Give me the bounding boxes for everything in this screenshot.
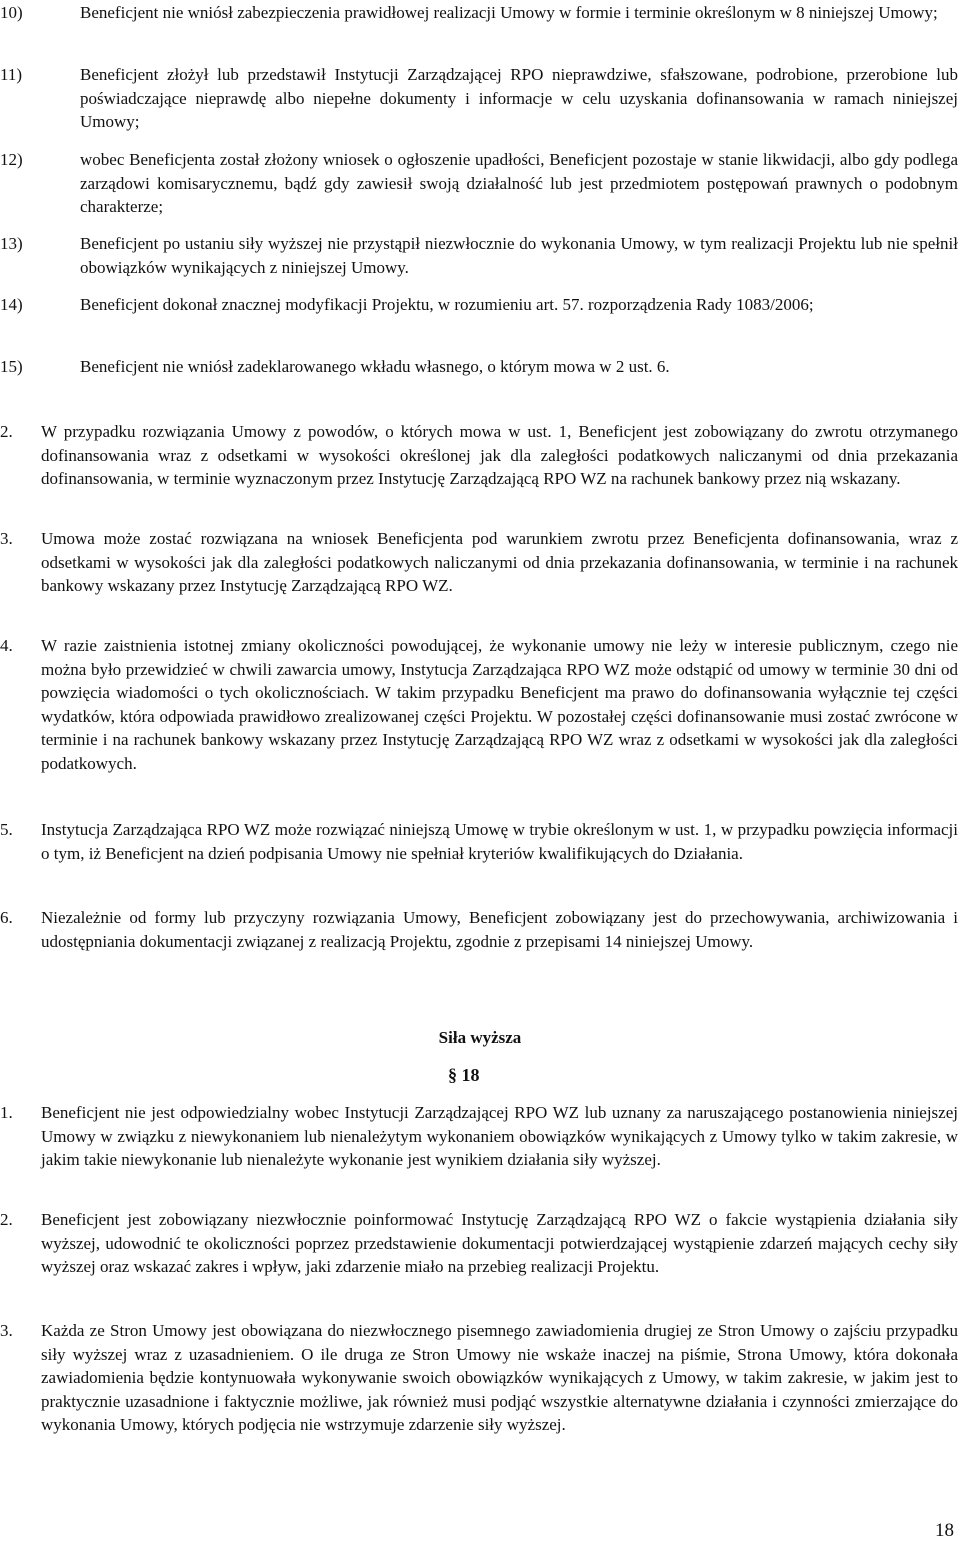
paragraph-text: W przypadku rozwiązania Umowy z powodów, o których mowa w ust. 1, Beneficjent jest zobowiązany do zwrotu otrzymanego dofinansowania wraz z odsetkami w wysokości określonej jak dla zaległości podatkowych naliczanymi od dnia przekazania dofinansowania, w terminie wyznaczonym przez Instytucję Zarządzającą RPO WZ na rachunek bankowy przez nią wskazany. <box>41 422 958 488</box>
paragraph-text: W razie zaistnienia istotnej zmiany okoliczności powodującej, że wykonanie umowy nie leży w interesie publicznym, czego nie można było przewidzieć w chwili zawarcia umowy, Instytucja Zarządzająca RPO WZ może odstąpić od umowy w terminie 30 dni od powzięcia wiadomości o tych okolicznościach. W takim przypadku Beneficjent ma prawo do dofinansowania wyłącznie tej części wydatków, która odpowiada prawidłowo zrealizowanej części Projektu. W pozostałej części dofinansowanie musi zostać zwrócone w terminie i na rachunek bankowy wskazany przez Instytucję Zarządzającą RPO WZ wraz z odsetkami w wysokości jak dla zaległości podatkowych. <box>41 636 958 773</box>
item-text: Beneficjent dokonał znacznej modyfikacji Projektu, w rozumieniu art. 57. rozporządzenia Rady 1083/2006; <box>80 295 814 314</box>
item-number: 11) <box>0 65 23 84</box>
paragraph-text: Niezależnie od formy lub przyczyny rozwiązania Umowy, Beneficjent zobowiązany jest do przechowywania, archiwizowania i udostępniania dokumentacji związanej z realizacją Projektu, zgodnie z przepisami 14 niniejszej Umowy. <box>41 908 958 951</box>
paragraph-3 <box>0 527 958 598</box>
item-number: 12) <box>0 150 23 169</box>
item-text: wobec Beneficjenta został złożony wniosek o ogłoszenie upadłości, Beneficjent pozostaje w stanie likwidacji, albo gdy podlega zarządowi komisarycznemu, bądź gdy zawiesił swoją działalność lub jest przedmiotem postępowań prawnych o podobnym charakterze; <box>80 150 958 216</box>
item-text: Beneficjent nie wniósł zadeklarowanego wkładu własnego, o którym mowa w 2 ust. 6. <box>80 357 670 376</box>
paragraph-text: Beneficjent jest zobowiązany niezwłocznie poinformować Instytucję Zarządzającą RPO WZ o fakcie wystąpienia działania siły wyższej, udowodnić te okoliczności poprzez przedstawienie dokumentacji potwierdzającej wystąpienie zdarzeń mających cechy siły wyższej oraz wskazać zakres i wpływ, jaki zdarzenie miało na przebieg realizacji Projektu. <box>41 1210 958 1276</box>
list-item-10 <box>0 1 958 25</box>
item-number: 14) <box>0 295 23 314</box>
section-paragraph-3 <box>0 1319 958 1437</box>
paragraph-text: Każda ze Stron Umowy jest obowiązana do niezwłocznego pisemnego zawiadomienia drugiej ze Stron Umowy o zajściu przypadku siły wyższej wraz z uzasadnieniem. O ile druga ze Stron Umowy nie wskaże inaczej na piśmie, Strona Umowy, która dokonała zawiadomienia będzie kontynuowała wykonywanie swoich obowiązków wynikających z Umowy, w takim zakresie, w jakim jest to praktycznie uzasadnione i faktycznie możliwe, jak również musi podjąć wszystkie alternatywne działania i czynności zmierzające do wykonania Umowy, których podjęcia nie wstrzymuje zdarzenie siły wyższej. <box>41 1321 958 1434</box>
item-text: Beneficjent złożył lub przedstawił Instytucji Zarządzającej RPO nieprawdziwe, sfałszowane, podrobione, przerobione lub poświadczające nieprawdę albo niepełne dokumenty i informacje w celu uzyskania dofinansowania w ramach niniejszej Umowy; <box>80 65 958 131</box>
paragraph-number: 5. <box>0 820 13 839</box>
item-number: 15) <box>0 357 23 376</box>
section-title: Siła wyższa <box>438 1028 522 1047</box>
section-paragraph-2 <box>0 1208 958 1279</box>
paragraph-6 <box>0 906 958 953</box>
item-number: 13) <box>0 234 23 253</box>
section-sign-icon: § <box>448 1065 457 1085</box>
list-item-14 <box>0 293 958 317</box>
section-number: § 18 <box>448 1065 480 1085</box>
paragraph-text: Instytucja Zarządzająca RPO WZ może rozwiązać niniejszą Umowę w trybie określonym w ust. 1, w przypadku powzięcia informacji o tym, iż Beneficjent na dzień podpisania Umowy nie spełniał kryteriów kwalifikujących do Działania. <box>41 820 958 863</box>
list-item-15 <box>0 355 958 379</box>
list-item-13 <box>0 232 958 279</box>
item-text: Beneficjent nie wniósł zabezpieczenia prawidłowej realizacji Umowy w formie i terminie określonym w 8 niniejszej Umowy; <box>80 3 938 22</box>
paragraph-number: 3. <box>0 529 13 548</box>
paragraph-number: 6. <box>0 908 13 927</box>
paragraph-text: Beneficjent nie jest odpowiedzialny wobec Instytucji Zarządzającej RPO WZ lub uznany za naruszającego postanowienia niniejszej Umowy w związku z niewykonaniem lub nienależytym wykonaniem obowiązków wynikających z Umowy tylko w takim zakresie, w jakim takie niewykonanie lub nienależyte wykonanie jest wynikiem działania siły wyższej. <box>41 1103 958 1169</box>
list-item-12 <box>0 148 958 219</box>
item-text: Beneficjent po ustaniu siły wyższej nie przystąpił niezwłocznie do wykonania Umowy, w tym realizacji Projektu lub nie spełnił obowiązków wynikających z niniejszej Umowy. <box>80 234 958 277</box>
paragraph-number: 2. <box>0 422 13 441</box>
list-item-11 <box>0 63 958 134</box>
paragraph-5 <box>0 818 958 865</box>
paragraph-number: 2. <box>0 1210 13 1229</box>
item-number: 10) <box>0 3 23 22</box>
page-number: 18 <box>935 1520 954 1541</box>
section-paragraph-1 <box>0 1101 958 1172</box>
paragraph-2 <box>0 420 958 491</box>
paragraph-4 <box>0 634 958 775</box>
paragraph-number: 4. <box>0 636 13 655</box>
paragraph-text: Umowa może zostać rozwiązana na wniosek Beneficjenta pod warunkiem zwrotu przez Beneficjenta dofinansowania, wraz z odsetkami w wysokości jak dla zaległości podatkowych naliczanymi od dnia przekazania dofinansowania, w terminie i na rachunek bankowy wskazany przez Instytucję Zarządzającą RPO WZ. <box>41 529 958 595</box>
paragraph-number: 1. <box>0 1103 13 1122</box>
paragraph-number: 3. <box>0 1321 13 1340</box>
